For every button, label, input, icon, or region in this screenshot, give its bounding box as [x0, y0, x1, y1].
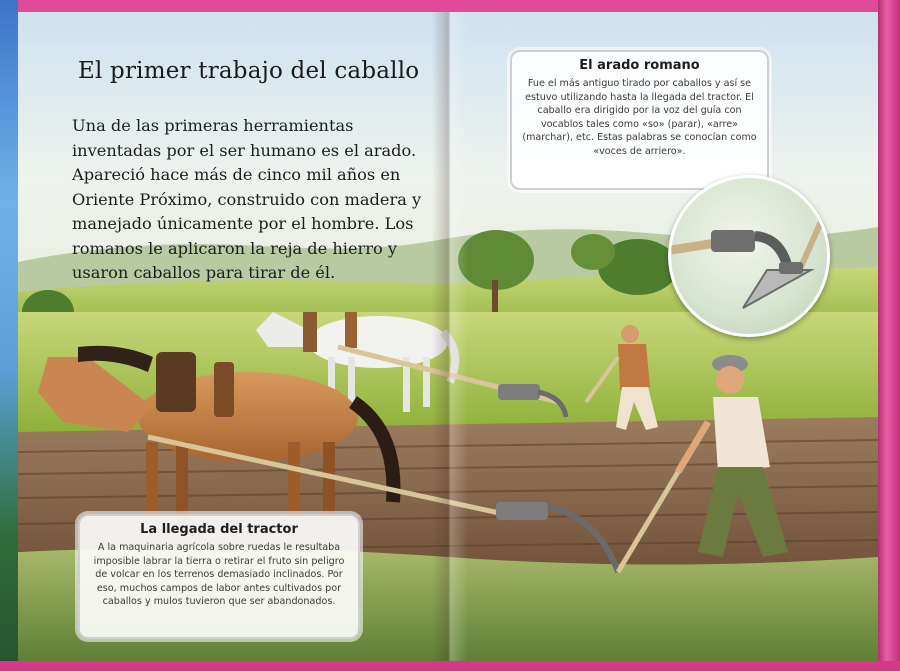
- tractor-box-text: A la maquinaria agrícola sobre ruedas le resultaba imposible labrar la tierra o retirar el fruto sin peligro de volcar en los terrenos demasiado inclinados. Por eso, muchos campos de labor antes cultivados por caballos y mulos tuvieron que ser abandonados.: [93, 542, 345, 608]
- arado-box-text: Fue el más antiguo tirado por caballos y así se estuvo utilizando hasta la llegada del tractor. El caballo era dirigido por la voz del guía con vocablos tales como «so» (parar), «arre» (marchar), etc. Estas palabras se conocían como «voces de arriero».: [522, 78, 757, 157]
- arado-box-title: El arado romano: [579, 58, 700, 73]
- intro-paragraph: Una de las primeras herramientas inventadas por el ser humano es el arado. Apareció hace más de cinco mil años en Oriente Próximo, construido con madera y manejado únicamente por el hombre. Los romanos le aplicaron la reja de hierro y usaron caballos para tirar de él.: [72, 116, 422, 282]
- left-page-edge: [0, 0, 18, 671]
- info-box-llegada-tractor: [78, 514, 360, 639]
- tractor-box-title: La llegada del tractor: [140, 522, 298, 537]
- info-box-arado-romano: [510, 50, 769, 190]
- bottom-border: [0, 661, 900, 671]
- right-page-edge: [878, 0, 900, 671]
- top-border: [0, 0, 900, 12]
- book-gutter: [432, 12, 468, 661]
- roman-plow-icon: [671, 178, 827, 334]
- page-title: El primer trabajo del caballo: [78, 58, 420, 84]
- plow-detail-inset: [668, 175, 830, 337]
